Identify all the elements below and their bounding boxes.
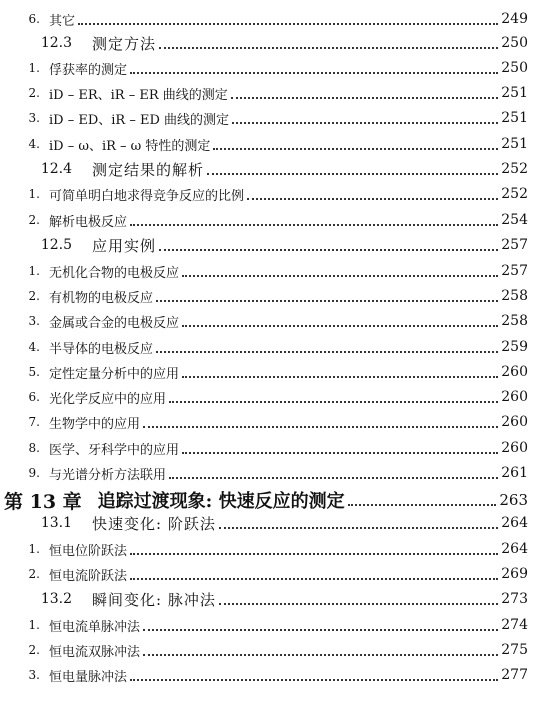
entry-number: 4.	[28, 340, 40, 354]
item-entry	[0, 259, 528, 283]
entry-number: 2.	[28, 213, 40, 227]
entry-title: 可简单明白地求得竞争反应的比例	[49, 188, 245, 204]
entry-number: 1.	[28, 187, 40, 201]
entry-number: 6.	[28, 12, 40, 26]
item-entry	[0, 385, 528, 409]
dot-leader	[130, 553, 498, 555]
entry-page: 263	[499, 491, 528, 509]
entry-number: 4.	[28, 137, 40, 151]
entry-page: 260	[501, 440, 528, 456]
item-entry	[0, 309, 528, 333]
dot-leader	[219, 603, 498, 605]
entry-number: 5.	[28, 365, 40, 379]
entry-page: 257	[501, 263, 528, 279]
dot-leader	[130, 72, 498, 74]
entry-title: 医学、牙科学中的应用	[49, 442, 180, 458]
entry-page: 260	[501, 364, 528, 380]
entry-page: 264	[501, 515, 528, 531]
item-entry	[0, 410, 528, 434]
entry-title: 与光谱分析方法联用	[49, 467, 167, 483]
entry-page: 258	[501, 288, 528, 304]
entry-page: 275	[501, 642, 528, 658]
entry-title: 测定结果的解析	[92, 160, 205, 179]
entry-title: 其它	[49, 13, 76, 29]
entry-page: 257	[501, 237, 528, 253]
item-entry	[0, 461, 528, 485]
entry-title: 无机化合物的电极反应	[49, 265, 180, 281]
entry-number: 7.	[28, 415, 40, 429]
section-entry	[0, 31, 528, 55]
item-entry	[0, 284, 528, 308]
dot-leader	[232, 122, 498, 124]
entry-number: 2.	[28, 567, 40, 581]
section-entry	[0, 511, 528, 535]
entry-title: 半导体的电极反应	[49, 341, 154, 357]
dot-leader	[78, 23, 498, 25]
entry-page: 258	[501, 313, 528, 329]
entry-page: 251	[501, 85, 528, 101]
entry-title: 生物学中的应用	[49, 416, 141, 432]
dot-leader	[247, 198, 498, 200]
dot-leader	[207, 173, 498, 175]
entry-title: 金属或合金的电极反应	[49, 315, 180, 331]
entry-number: 12.5	[40, 237, 72, 253]
dot-leader	[169, 477, 498, 479]
entry-page: 251	[501, 136, 528, 152]
item-entry	[0, 56, 528, 80]
dot-leader	[130, 224, 498, 226]
entry-title: 定性定量分析中的应用	[49, 366, 180, 382]
entry-title: 追踪过渡现象: 快速反应的测定	[97, 491, 345, 512]
entry-title: 恒电量脉冲法	[49, 669, 128, 685]
dot-leader	[219, 527, 498, 529]
entry-title: 测定方法	[92, 34, 157, 53]
entry-title: iD – ED、iR – ED 曲线的测定	[49, 112, 230, 128]
entry-number: 8.	[28, 441, 40, 455]
dot-leader	[213, 148, 498, 150]
dot-leader	[182, 452, 498, 454]
entry-page: 254	[501, 212, 528, 228]
entry-number: 1.	[28, 61, 40, 75]
dot-leader	[156, 351, 498, 353]
entry-page: 269	[501, 566, 528, 582]
item-entry	[0, 182, 528, 206]
entry-title: 恒电流双脉冲法	[49, 644, 141, 660]
entry-page: 277	[501, 667, 528, 683]
item-entry	[0, 638, 528, 662]
dot-leader	[159, 249, 498, 251]
item-entry	[0, 7, 528, 31]
dot-leader	[130, 578, 498, 580]
entry-number: 3.	[28, 111, 40, 125]
item-entry	[0, 208, 528, 232]
entry-title: 俘获率的测定	[49, 62, 128, 78]
dot-leader	[143, 654, 498, 656]
dot-leader	[159, 47, 498, 49]
entry-title: 恒电流单脉冲法	[49, 619, 141, 635]
entry-number: 1.	[28, 264, 40, 278]
entry-title: 快速变化: 阶跃法	[92, 514, 216, 533]
entry-page: 250	[501, 60, 528, 76]
entry-title: iD – ER、iR – ER 曲线的测定	[49, 87, 228, 103]
entry-number: 12.4	[40, 161, 72, 177]
entry-page: 252	[501, 186, 528, 202]
section-entry	[0, 157, 528, 181]
item-entry	[0, 613, 528, 637]
section-entry	[0, 233, 528, 257]
entry-page: 273	[501, 591, 528, 607]
item-entry	[0, 537, 528, 561]
entry-page: 251	[501, 110, 528, 126]
dot-leader	[143, 426, 498, 428]
dot-leader	[182, 275, 498, 277]
dot-leader	[130, 679, 498, 681]
dot-leader	[156, 300, 498, 302]
entry-title: 光化学反应中的应用	[49, 391, 167, 407]
entry-title: 恒电流阶跃法	[49, 568, 128, 584]
dot-leader	[143, 629, 498, 631]
item-entry	[0, 335, 528, 359]
entry-page: 260	[501, 414, 528, 430]
entry-page: 274	[501, 617, 528, 633]
entry-title: 有机物的电极反应	[49, 290, 154, 306]
entry-title: iD – ω、iR – ω 特性的测定	[49, 138, 211, 154]
item-entry	[0, 436, 528, 460]
entry-number: 第 13 章	[4, 490, 82, 513]
dot-leader	[182, 325, 498, 327]
item-entry	[0, 663, 528, 687]
entry-page: 252	[501, 161, 528, 177]
item-entry	[0, 132, 528, 156]
item-entry	[0, 81, 528, 105]
section-entry	[0, 587, 528, 611]
dot-leader	[169, 401, 498, 403]
dot-leader	[182, 376, 498, 378]
entry-number: 9.	[28, 466, 40, 480]
entry-number: 12.3	[40, 35, 72, 51]
item-entry	[0, 360, 528, 384]
entry-title: 应用实例	[92, 236, 157, 255]
entry-title: 恒电位阶跃法	[49, 543, 128, 559]
entry-number: 13.1	[40, 515, 72, 531]
entry-page: 250	[501, 35, 528, 51]
entry-title: 瞬间变化: 脉冲法	[92, 590, 216, 609]
entry-page: 264	[501, 541, 528, 557]
entry-number: 3.	[28, 668, 40, 682]
entry-number: 3.	[28, 314, 40, 328]
entry-number: 13.2	[40, 591, 72, 607]
entry-number: 1.	[28, 618, 40, 632]
entry-title: 解析电极反应	[49, 214, 128, 230]
dot-leader	[348, 504, 497, 506]
entry-page: 260	[501, 389, 528, 405]
item-entry	[0, 562, 528, 586]
entry-number: 6.	[28, 390, 40, 404]
entry-page: 249	[501, 11, 528, 27]
entry-page: 259	[501, 339, 528, 355]
item-entry	[0, 106, 528, 130]
entry-page: 261	[501, 465, 528, 481]
entry-number: 2.	[28, 643, 40, 657]
entry-number: 2.	[28, 86, 40, 100]
entry-number: 2.	[28, 289, 40, 303]
entry-number: 1.	[28, 542, 40, 556]
dot-leader	[231, 97, 499, 99]
